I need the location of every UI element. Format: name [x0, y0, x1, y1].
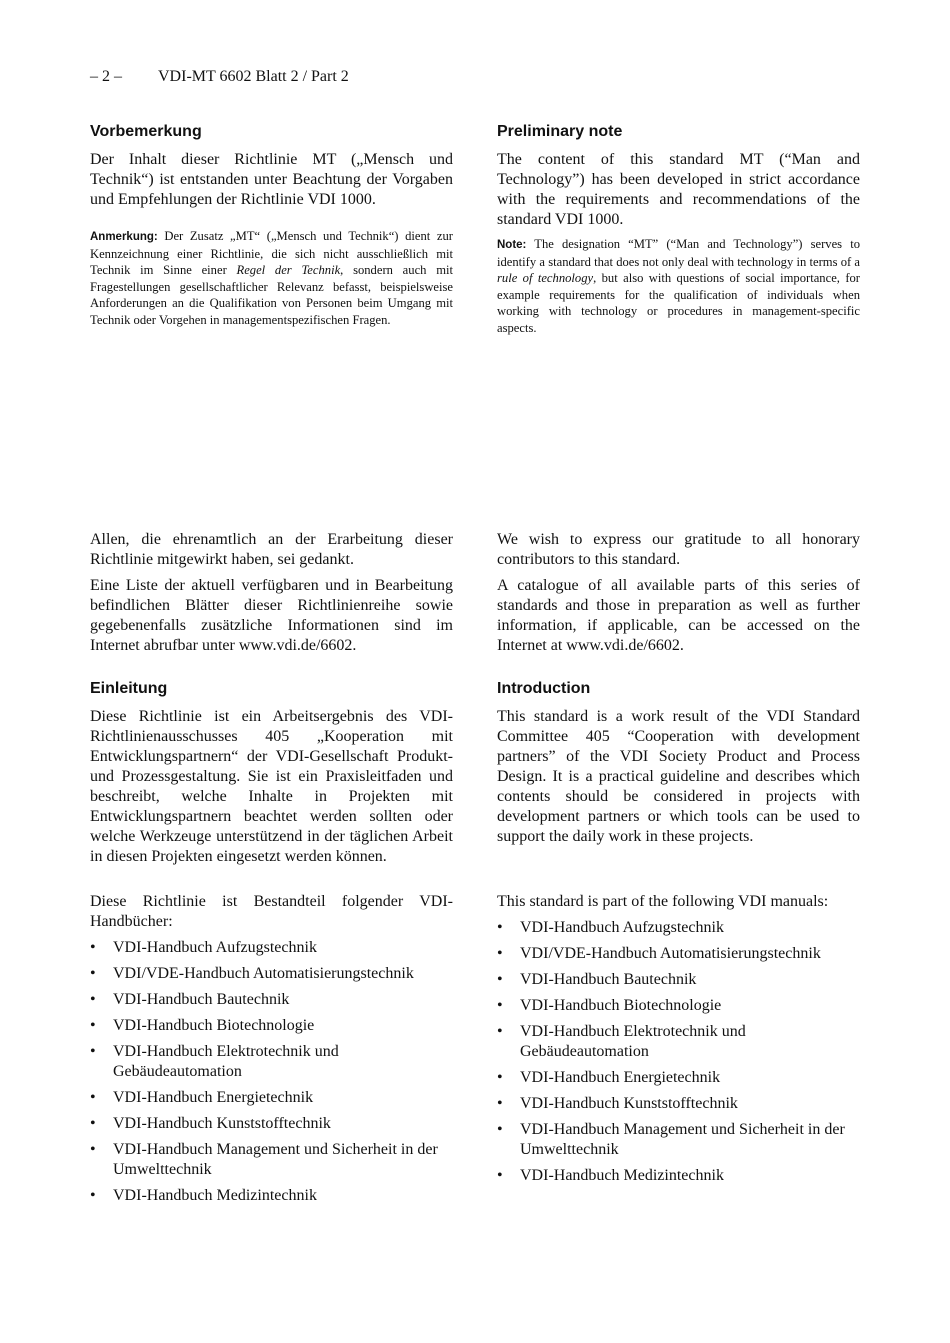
list-item: • VDI-Handbuch Aufzugstechnik	[90, 939, 317, 956]
list-item: • VDI/VDE-Handbuch Automatisierungstechnik	[497, 945, 821, 962]
list-item: • VDI-Handbuch Biotechnologie	[497, 997, 722, 1014]
list-item: • VDI-Handbuch Medizintechnik	[90, 1187, 317, 1204]
list-item: • VDI-Handbuch Bautechnik	[497, 971, 697, 988]
en-preliminary-heading: Preliminary note	[497, 123, 623, 140]
de-introduction-heading: Einleitung	[90, 680, 168, 697]
list-item: • VDI-Handbuch Bautechnik	[90, 991, 290, 1008]
en-acknowledgement-section	[497, 530, 860, 662]
list-item: • VDI-Handbuch Management und Sicherheit in der Umwelttechnik	[90, 1141, 438, 1178]
de-note-label: Anmerkung:	[90, 231, 158, 243]
de-preliminary-heading: Vorbemerkung	[90, 123, 202, 140]
document-title: VDI-MT 6602 Blatt 2 / Part 2	[158, 68, 349, 85]
list-item: • VDI-Handbuch Elektrotechnik und Gebäudeautomation	[497, 1023, 746, 1060]
list-item: • VDI-Handbuch Kunststofftechnik	[497, 1095, 738, 1112]
list-item: • VDI/VDE-Handbuch Automatisierungstechnik	[90, 965, 414, 982]
en-thanks: We wish to express our gratitude to all honorary contributors to this standard.	[497, 531, 860, 568]
en-introduction-section	[497, 679, 860, 853]
de-note: Anmerkung: Der Zusatz „MT“ („Mensch und Technik“) dient zur Kennzeichnung einer Richtlinie, die sich nicht ausschließlich mit Technik im Sinne einer Regel der Technik, sondern auch mit Fragestellungen gesellschaftlicher Relevanz befasst, beispielsweise Anforderungen an die Qualifikation von Personen beim Umgang mit Technik oder Vorgehen in managementspezifischen Fragen.	[90, 229, 453, 327]
en-manuals-section	[497, 892, 860, 1192]
de-manuals-list	[90, 938, 453, 1206]
de-manuals-intro: Diese Richtlinie ist Bestandteil folgender VDI-Handbücher:	[90, 893, 453, 930]
list-item: • VDI-Handbuch Kunststofftechnik	[90, 1115, 331, 1132]
en-introduction-heading: Introduction	[497, 680, 591, 697]
list-item: • VDI-Handbuch Aufzugstechnik	[497, 919, 724, 936]
en-note-label: Note:	[497, 239, 527, 251]
page-header	[90, 68, 349, 86]
list-item: • VDI-Handbuch Management und Sicherheit in der Umwelttechnik	[497, 1121, 845, 1158]
list-item: • VDI-Handbuch Elektrotechnik und Gebäudeautomation	[90, 1043, 339, 1080]
en-preliminary-section	[497, 122, 860, 336]
en-note: Note: The designation “MT” (“Man and Technology”) serves to identify a standard that does not only deal with technology in terms of a rule of technology, but also with questions of social importance, for example requirements for the qualification of individuals when working with technology or procedures in management-specific aspects.	[497, 237, 860, 335]
list-item: • VDI-Handbuch Medizintechnik	[497, 1167, 724, 1184]
en-introduction-text: This standard is a work result of the VDI Standard Committee 405 “Cooperation with development partners” of the VDI Society Product and Process Design. It is a practical guideline and describes which contents should be considered in projects with development partners or which tools can be used to support the daily work in these projects.	[497, 708, 860, 845]
de-preliminary-text: Der Inhalt dieser Richtlinie MT („Mensch und Technik“) ist entstanden unter Beachtung der Vorgaben und Empfehlungen der Richtlinie VDI 1000.	[90, 151, 453, 208]
en-catalogue: A catalogue of all available parts of this series of standards and those in preparation as well as further information, if applicable, can be accessed on the Internet at www.vdi.de/6602.	[497, 577, 860, 654]
de-introduction-text: Diese Richtlinie ist ein Arbeitsergebnis des VDI-Richtlinienausschusses 405 „Kooperation mit Entwicklungspartnern“ der VDI-Gesellschaft Produkt- und Prozessgestaltung. Sie ist ein Praxisleitfaden und beschreibt, welche Inhalte in Projekten mit Entwicklungspartnern beachtet werden sollten oder welche Werkzeuge unterstützend in der täglichen Arbeit in diesen Projekten eingesetzt werden können.	[90, 708, 453, 865]
de-acknowledgement-section	[90, 530, 453, 662]
en-manuals-list	[497, 918, 860, 1186]
en-preliminary-text: The content of this standard MT (“Man and Technology”) has been developed in strict accordance with the requirements and recommendations of the standard VDI 1000.	[497, 151, 860, 228]
de-manuals-section	[90, 892, 453, 1212]
de-catalogue: Eine Liste der aktuell verfügbaren und in Bearbeitung befindlichen Blätter dieser Richtlinienreihe sowie gegebenenfalls zusätzliche Informationen sind im Internet abrufbar unter www.vdi.de/6602.	[90, 577, 453, 654]
de-thanks: Allen, die ehrenamtlich an der Erarbeitung dieser Richtlinie mitgewirkt haben, sei gedankt.	[90, 531, 453, 568]
list-item: • VDI-Handbuch Biotechnologie	[90, 1017, 315, 1034]
de-introduction-section	[90, 679, 453, 873]
page-number: – 2 –	[90, 68, 122, 85]
de-preliminary-section	[90, 122, 453, 328]
list-item: • VDI-Handbuch Energietechnik	[90, 1089, 314, 1106]
en-manuals-intro: This standard is part of the following VDI manuals:	[497, 893, 829, 910]
list-item: • VDI-Handbuch Energietechnik	[497, 1069, 721, 1086]
